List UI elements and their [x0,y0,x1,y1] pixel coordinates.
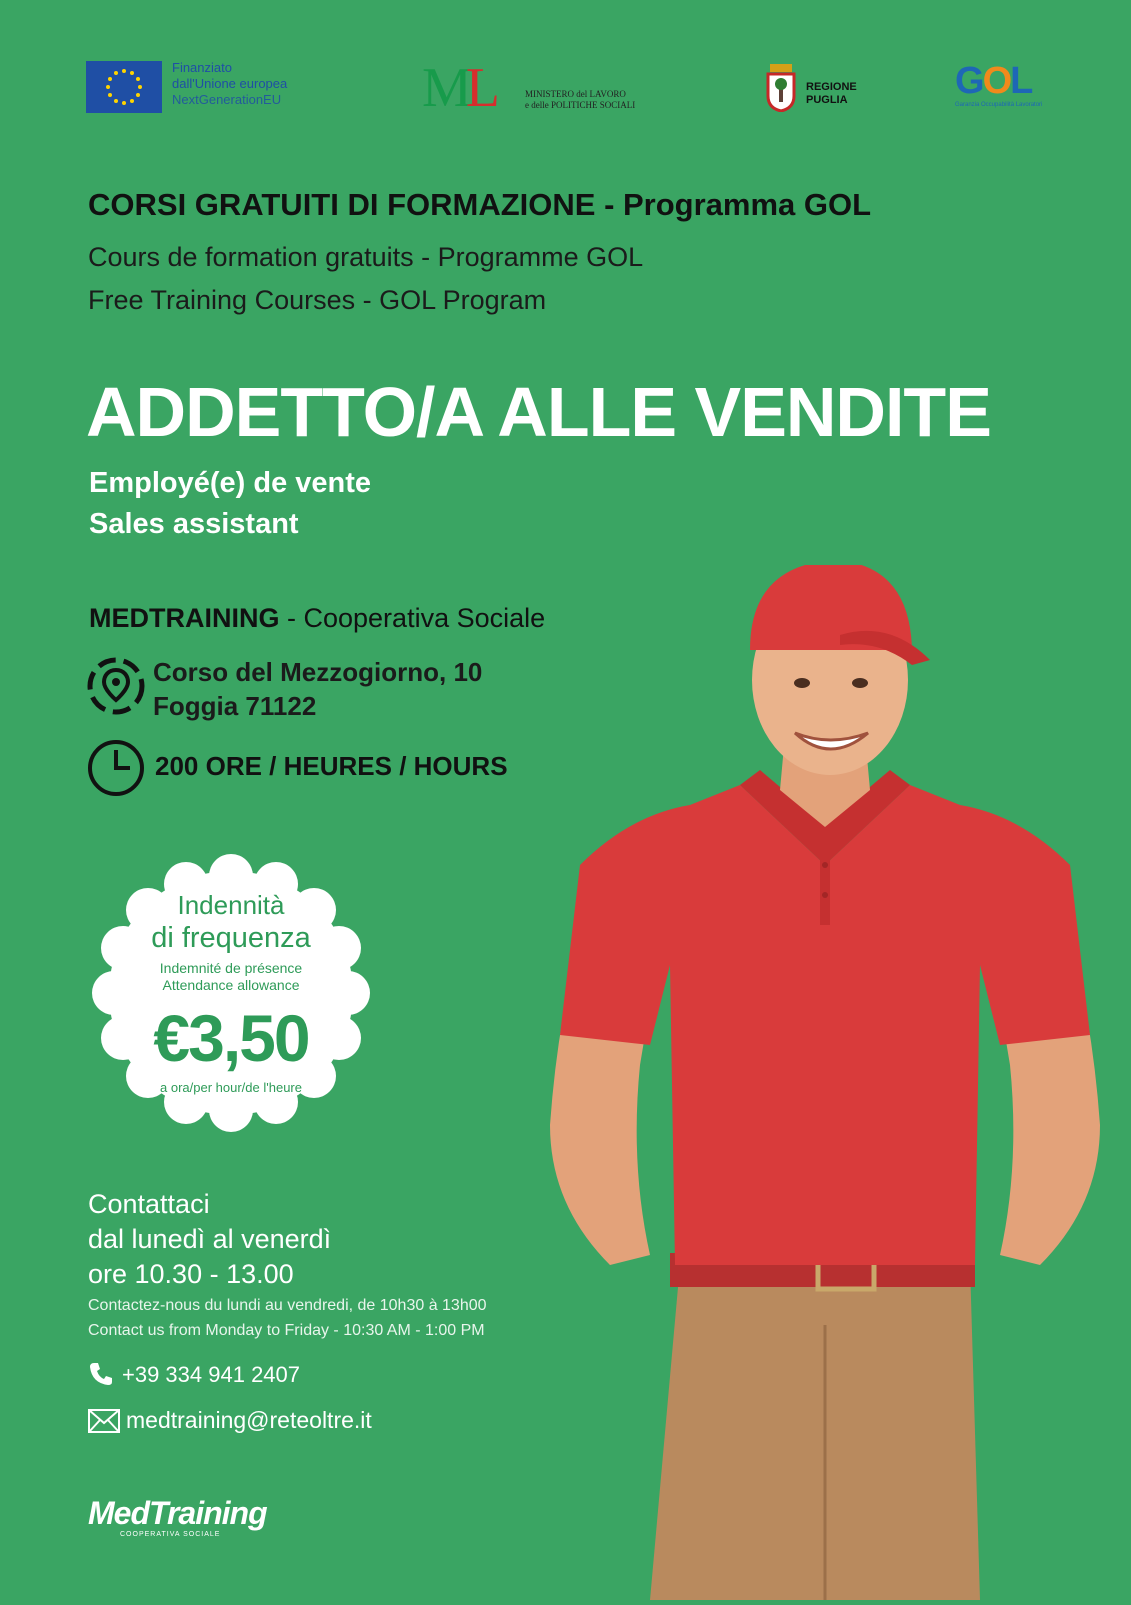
address-line-1: Corso del Mezzogiorno, 10 [153,657,483,687]
mail-icon [88,1409,120,1433]
ministry-line-1: MINISTERO del LAVORO [525,89,626,99]
contact-line-2: dal lunedì al venerdì [88,1224,332,1254]
badge-unit: a ora/per hour/de l'heure [160,1080,302,1095]
region-line-2: PUGLIA [806,94,848,106]
allowance-badge [86,848,376,1138]
clock-icon [86,738,146,798]
badge-line-3: Indemnité de présence [159,960,303,976]
org-type: - Cooperativa Sociale [279,603,546,633]
ministry-text [525,89,635,111]
badge-amount: €3,50 [153,1001,309,1075]
contact-line-3: ore 10.30 - 13.00 [88,1259,294,1289]
headline-italian: CORSI GRATUITI DI FORMAZIONE - Programma GOL [88,187,872,222]
location-pin-icon [86,656,146,716]
org-name-bold: MEDTRAINING [89,603,280,633]
medtraining-logo: MedTraining [88,1495,267,1531]
eu-line-1: Finanziato [172,60,232,75]
eu-line-3: NextGenerationEU [172,92,282,107]
medtraining-logo-subtitle: COOPERATIVA SOCIALE [120,1531,221,1538]
badge-line-1: Indennità [177,890,285,920]
course-title: ADDETTO/A ALLE VENDITE [86,373,991,451]
sales-assistant-photo [540,565,1110,1600]
course-title-english: Sales assistant [89,508,299,540]
badge-line-4: Attendance allowance [162,977,300,993]
eu-flag-logo [86,61,162,113]
contact-french: Contactez-nous du lundi au vendredi, de 10h30 à 13h00 [88,1297,487,1314]
course-title-french: Employé(e) de vente [89,467,372,499]
region-line-1: REGIONE [806,81,857,93]
organization-name [89,603,545,634]
phone-icon [88,1361,114,1387]
headline-french: Cours de formation gratuits - Programme GOL [88,242,644,272]
gol-subtitle: Garanzia Occupabilità Lavoratori [955,102,1043,108]
contact-english: Contact us from Monday to Friday - 10:30 AM - 1:00 PM [88,1322,485,1339]
gol-logo: GOL [955,60,1032,102]
phone-number[interactable]: +39 334 941 2407 [122,1362,301,1387]
puglia-text [806,81,857,107]
puglia-shield-logo [766,62,796,112]
ministry-line-2: e delle POLITICHE SOCIALI [525,100,636,110]
eu-line-2: dall'Unione europea [172,76,288,91]
address-line-2: Foggia 71122 [153,691,317,721]
headline-english: Free Training Courses - GOL Program [88,285,547,315]
contact-line-1: Contattaci [88,1189,210,1219]
email-address[interactable]: medtraining@reteoltre.it [126,1407,372,1433]
badge-line-2: di frequenza [151,922,311,954]
ministry-logo: ML [422,57,495,119]
course-hours: 200 ORE / HEURES / HOURS [155,751,508,781]
eu-funding-text [172,60,287,108]
